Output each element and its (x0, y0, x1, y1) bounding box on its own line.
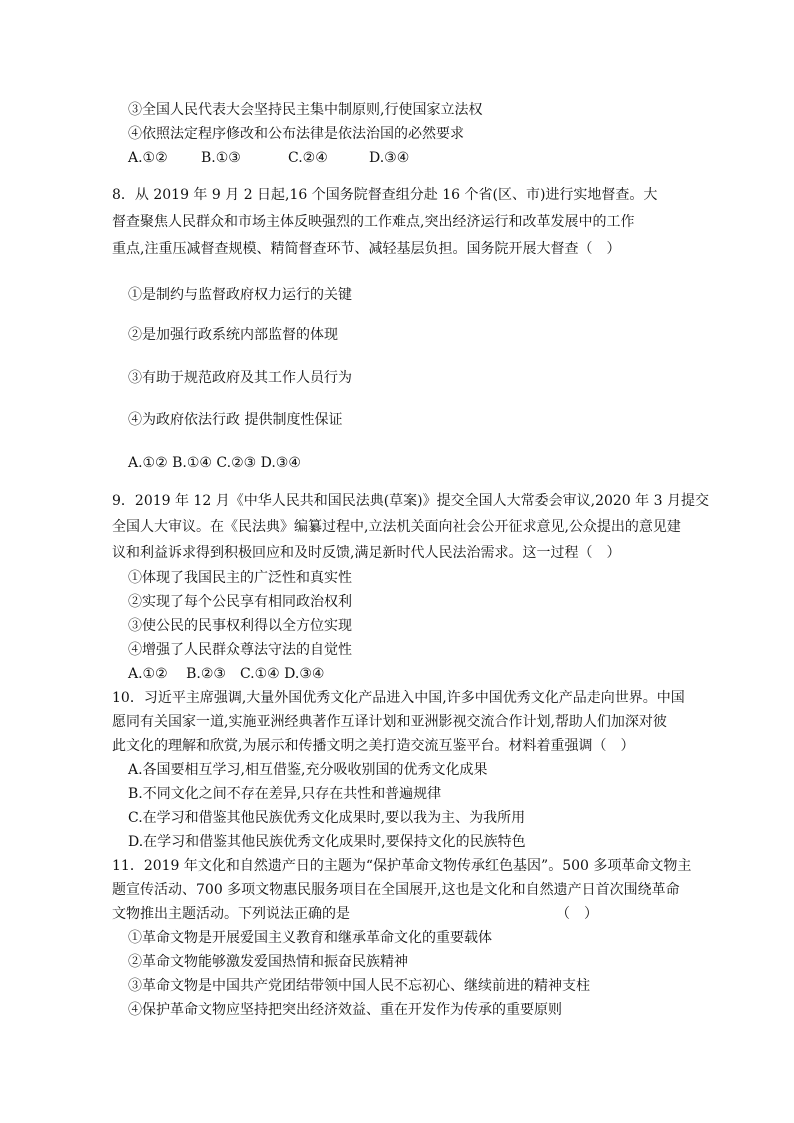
q8-item-1: ①是制约与监督政府权力运行的关键 (128, 287, 352, 303)
q7-options (128, 149, 409, 167)
q8-stem-line-3: 重点,注重压减督查规模、精简督查环节、减轻基层负担。国务院开展大督查（ ） (112, 241, 621, 257)
q10-stem-line-2: 愿同有关国家一道,实施亚洲经典著作互译计划和亚洲影视交流合作计划,帮助人们加深对彼 (112, 714, 667, 730)
q11-stem-line-2: 题宣传活动、700 多项文物惠民服务项目在全国展开,这也是文化和自然遗产日首次围绕革命 (112, 882, 680, 898)
q8-item-2: ②是加强行政系统内部监督的体现 (128, 327, 338, 343)
q9-item-4: ④增强了人民群众尊法守法的自觉性 (128, 642, 352, 658)
q11-stem-line-1: 11．2019 年文化和自然遗产日的主题为“保护革命文物传承红色基因”。500 多项革命文物主 (112, 858, 692, 874)
q7-option-a: A.①② (128, 150, 168, 166)
q8-item-3: ③有助于规范政府及其工作人员行为 (128, 370, 352, 386)
q9-options: A.①② B.②③ C.①④ D.③④ (128, 666, 325, 682)
q11-item-4: ④保护革命文物应坚持把突出经济效益、重在开发作为传承的重要原则 (128, 1002, 562, 1018)
q7-option-d: D.③④ (369, 150, 410, 166)
q9-item-3: ③使公民的民事权利得以全方位实现 (128, 618, 352, 634)
q11-answer-bracket: （ ） (556, 906, 598, 922)
q10-stem-line-3: 此文化的理解和欣赏,为展示和传播文明之美打造交流互鉴平台。材料着重强调（ ） (112, 738, 635, 754)
q7-option-c: C.②④ (288, 150, 328, 166)
q11-item-3: ③革命文物是中国共产党团结带领中国人民不忘初心、继续前进的精神支柱 (128, 978, 590, 994)
q11-item-2: ②革命文物能够激发爱国热情和振奋民族精神 (128, 954, 408, 970)
q10-option-a: A.各国要相互学习,相互借鉴,充分吸收别国的优秀文化成果 (128, 762, 488, 778)
q9-stem-line-2: 全国人大审议。在《民法典》编纂过程中,立法机关面向社会公开征求意见,公众提出的意见建 (112, 519, 681, 535)
q8-stem-line-2: 督查聚焦人民群众和市场主体反映强烈的工作难点,突出经济运行和改革发展中的工作 (112, 214, 635, 230)
q9-item-1: ①体现了我国民主的广泛性和真实性 (128, 570, 352, 586)
q8-item-4: ④为政府依法行政 提供制度性保证 (128, 412, 343, 428)
q10-option-c: C.在学习和借鉴其他民族优秀文化成果时,要以我为主、为我所用 (128, 810, 526, 826)
q9-item-2: ②实现了每个公民享有相同政治权利 (128, 594, 352, 610)
q7-option-b: B.①③ (201, 150, 241, 166)
q8-stem-line-1: 8．从 2019 年 9 月 2 日起,16 个国务院督查组分赴 16 个省(区、市)进行实地督查。大 (112, 187, 658, 203)
q11-stem-line-3: 文物推出主题活动。下列说法正确的是 (112, 906, 350, 922)
q10-option-b: B.不同文化之间不存在差异,只存在共性和普遍规律 (128, 786, 442, 802)
q9-stem-line-1: 9．2019 年 12 月《中华人民共和国民法典(草案)》提交全国人大常委会审议,2020 年 3 月提交 (112, 493, 709, 509)
q11-item-1: ①革命文物是开展爱国主义教育和继承革命文化的重要载体 (128, 930, 492, 946)
q10-option-d: D.在学习和借鉴其他民族优秀文化成果时,要保持文化的民族特色 (128, 834, 526, 850)
q10-stem-line-1: 10．习近平主席强调,大量外国优秀文化产品进入中国,许多中国优秀文化产品走向世界。中国 (112, 690, 685, 706)
q8-options: A.①② B.①④ C.②③ D.③④ (128, 455, 301, 471)
q9-stem-line-3: 议和利益诉求得到积极回应和及时反馈,满足新时代人民法治需求。这一过程（ ） (112, 545, 621, 561)
q7-item-4: ④依照法定程序修改和公布法律是依法治国的必然要求 (128, 126, 464, 142)
q7-item-3: ③全国人民代表大会坚持民主集中制原则,行使国家立法权 (128, 102, 483, 118)
